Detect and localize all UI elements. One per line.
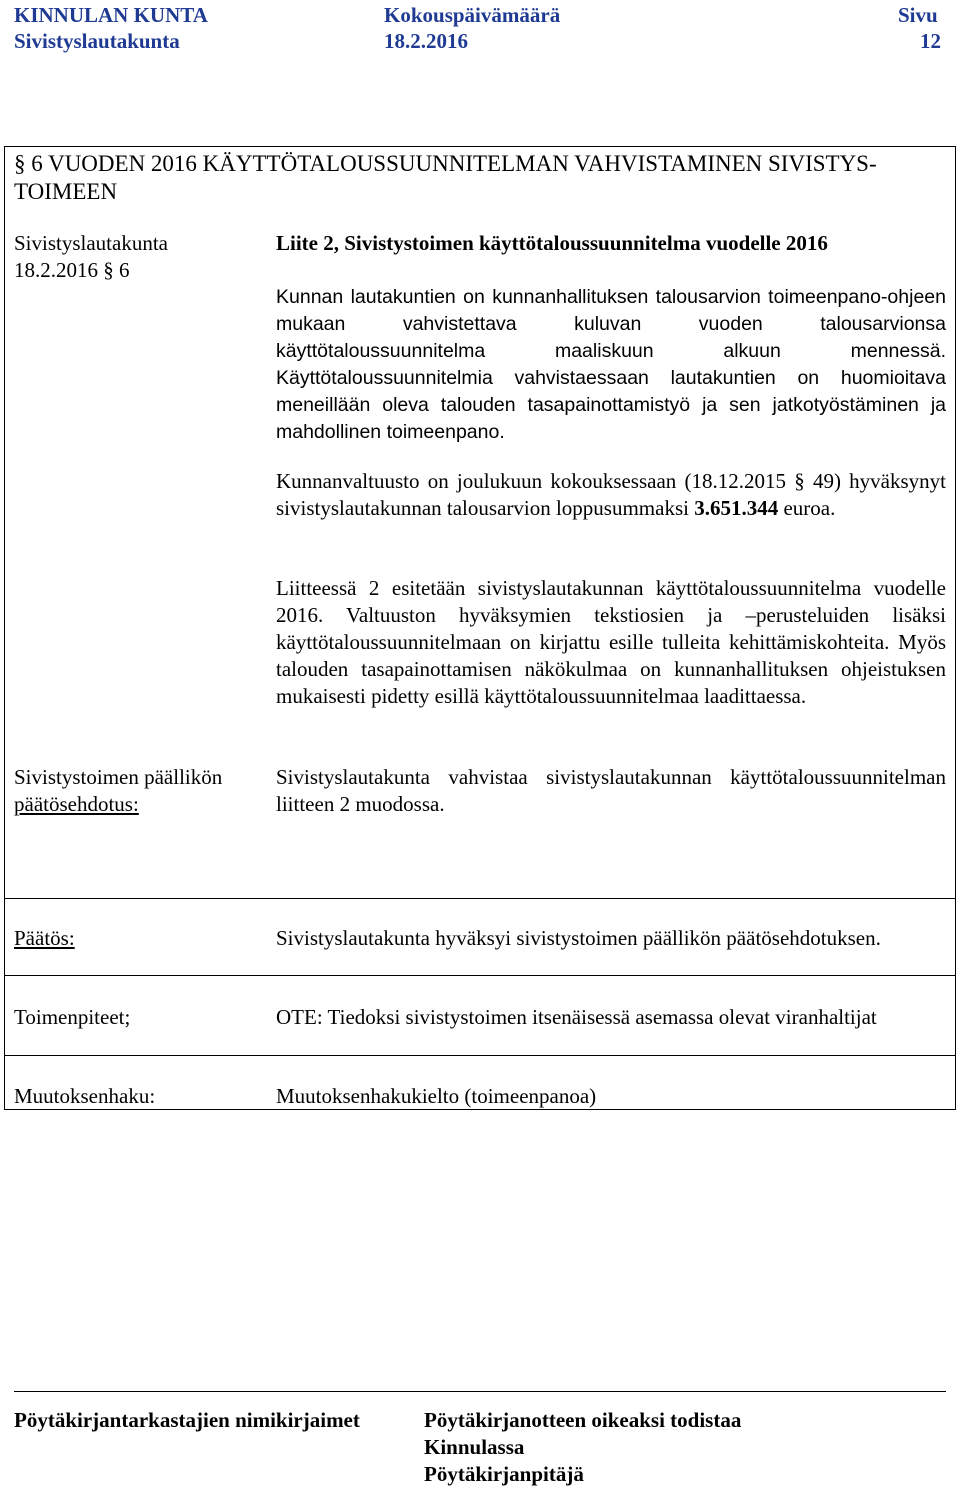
- paragraph-2: [276, 468, 946, 522]
- proposal-label: [14, 764, 264, 818]
- proposal-text: Sivistyslautakunta vahvistaa sivistyslautakunnan käyttötaloussuunnitelman liitteen 2 muodossa.: [276, 765, 946, 816]
- appeal-label: Muutoksenhaku:: [14, 1084, 156, 1108]
- decision-label: Päätös:: [14, 926, 75, 950]
- section-heading-line2: TOIMEEN: [14, 179, 118, 204]
- decision-divider-1: [4, 975, 956, 976]
- footer-certification: [424, 1407, 741, 1488]
- actions-label: Toimenpiteet;: [14, 1005, 131, 1029]
- header-date-label: Kokouspäivämäärä: [384, 3, 561, 27]
- header-page-number: 12: [920, 29, 941, 53]
- footer-rule: [14, 1391, 946, 1392]
- paragraph-2-end: euroa.: [783, 496, 836, 520]
- budget-amount: 3.651.344: [694, 496, 779, 520]
- section-heading: [14, 150, 944, 206]
- attachment-title: Liite 2, Sivistystoimen käyttötaloussuunnitelma vuodelle 2016: [276, 231, 828, 255]
- decision-text: Sivistyslautakunta hyväksyi sivistystoimen päällikön päätösehdotuksen.: [276, 926, 881, 950]
- footer-cert-line1: Pöytäkirjanotteen oikeaksi todistaa: [424, 1408, 742, 1432]
- footer-cert-line3: Pöytäkirjanpitäjä: [424, 1462, 584, 1486]
- section-ref-committee: Sivistyslautakunta: [14, 231, 168, 255]
- header-org: KINNULAN KUNTA: [14, 3, 208, 27]
- footer-initials: Pöytäkirjantarkastajien nimikirjaimet: [14, 1408, 360, 1432]
- proposal-label-line2: päätösehdotus:: [14, 792, 139, 816]
- header-page-label: Sivu: [898, 3, 938, 27]
- paragraph-3: Liitteessä 2 esitetään sivistyslautakunnan käyttötaloussuunnitelma vuodelle 2016. Valtuuston hyväksymien tekstiosien ja –perusteluiden lisäksi käyttötaloussuunnitelmaan on kirjattu esille tulleita kehittämiskohteita. Myös talouden tasapainottamisen näkökulmaa on kunnanhallituksen ohjeistuksen mukaisesti pidetty esillä käyttötaloussuunnitelmaa laadittaessa.: [276, 576, 946, 708]
- decision-divider-2: [4, 1055, 956, 1056]
- proposal-label-line1: Sivistystoimen päällikön: [14, 765, 223, 789]
- header-committee: Sivistyslautakunta: [14, 29, 180, 53]
- section-ref-date: 18.2.2016 § 6: [14, 258, 130, 282]
- header-date: 18.2.2016: [384, 29, 468, 53]
- section-heading-line1: § 6 VUODEN 2016 KÄYTTÖTALOUSSUUNNITELMAN VAHVISTAMINEN SIVISTYS-: [14, 151, 877, 176]
- paragraph-1: Kunnan lautakuntien on kunnanhallituksen talousarvion toimeenpano-ohjeen mukaan vahvistettava kuluvan vuoden talousarvionsa käyttötaloussuunnitelma maaliskuun alkuun mennessä. Käyttötaloussuunnitelmia vahvistaessaan lautakuntien on huomioitava meneillään oleva talouden tasapainottamistyö ja sen jatkotyöstäminen ja mahdollinen toimeenpano.: [276, 286, 946, 443]
- section-reference: [14, 230, 264, 284]
- appeal-text: Muutoksenhakukielto (toimeenpanoa): [276, 1084, 597, 1108]
- actions-text: OTE: Tiedoksi sivistystoimen itsenäisessä asemassa olevat viranhaltijat: [276, 1005, 877, 1029]
- footer-cert-line2: Kinnulassa: [424, 1435, 525, 1459]
- paragraph-2-text: Kunnanvaltuusto on joulukuun kokouksessaan (18.12.2015 § 49) hyväksynyt sivistyslautakunnan talousarvion loppusummaksi: [276, 469, 946, 520]
